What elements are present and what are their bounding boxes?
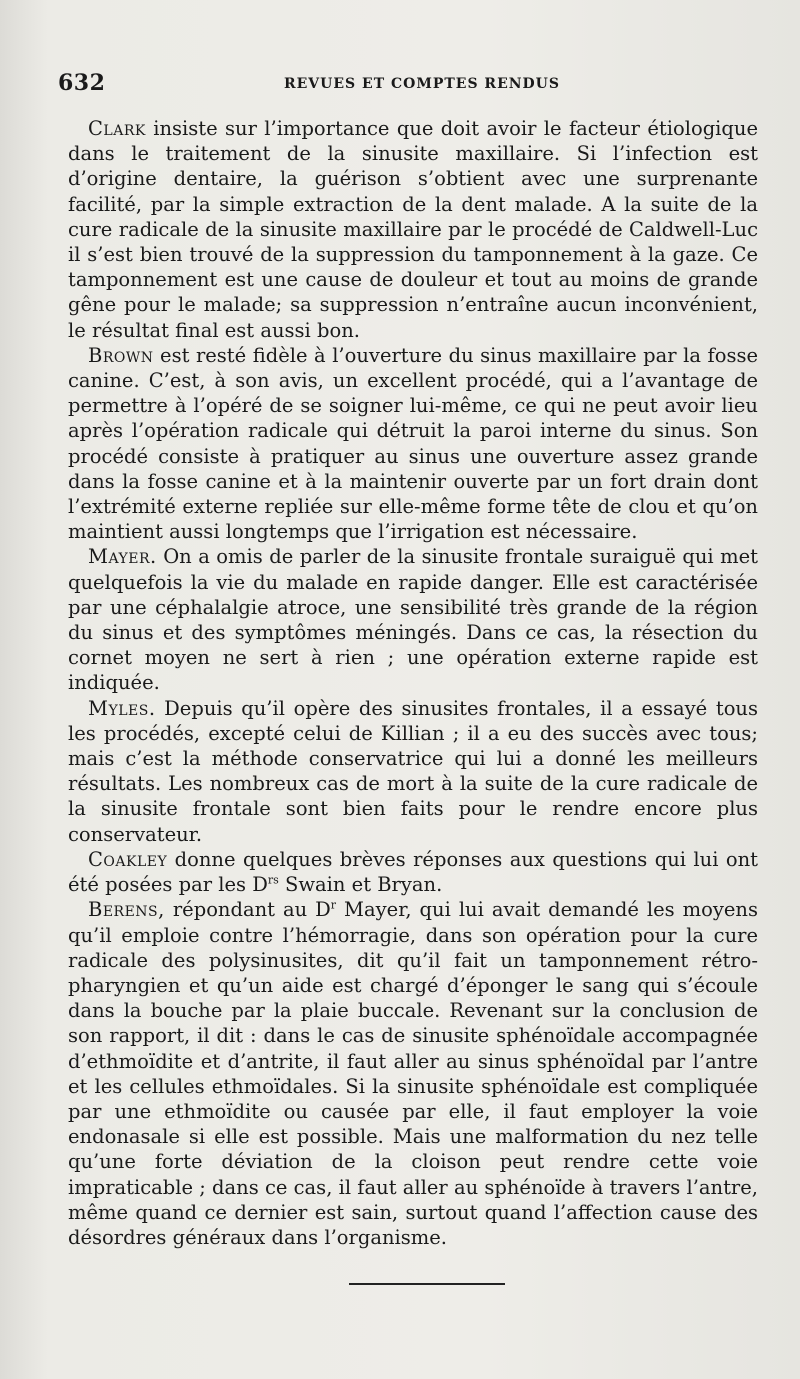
author-name: Myles. [88,696,156,720]
author-name: Coakley [88,847,168,871]
paragraph-berens [68,897,758,1250]
paragraph-text: On a omis de parler de la sinusite frontale suraiguë qui met quelquefois la vie du malade en rapide danger. Elle est caractérisée par une céphalalgie atroce, une sensibilité très grande de la région du sinus et des symptômes méningés. Dans ce cas, la résection du cornet moyen ne sert à rien ; une opération externe rapide est indiquée. [68,545,758,695]
article-body [68,116,758,1250]
author-name: Mayer. [88,545,157,569]
paragraph-text: Swain et Bryan. [278,873,443,897]
page-number: 632 [58,70,106,96]
author-name: Brown [88,343,154,367]
paragraph-mayer [68,544,758,695]
paragraph-text: répondant au D [164,898,331,922]
superscript: rs [267,873,279,887]
author-name: Clark [88,117,146,140]
paragraph-text: Mayer, qui lui avait demandé les moyens qu’il emploie contre l’hémorragie, dans son opération pour la cure radicale des polysinusites, dit qu’il fait un tamponnement rétro-pharyngien et qu’un aide est chargé d’éponger le sang qui s’écoule dans la bouche par la plaie buccale. Revenant sur la conclusion de son rapport, il dit : dans le cas de sinusite sphénoïdale accompagnée d’ethmoïdite et d’antrite, il faut aller au sinus sphénoïdal par l’antre et les cellules ethmoïdales. Si la sinusite sphénoïdale est compliquée par une ethmoïdite ou causée par elle, il faut employer la voie endonasale si elle est possible. Mais une malformation du nez telle qu’une forte déviation de la cloison peut rendre cette voie impraticable ; dans ce cas, il faut aller au sphénoïde à travers l’antre, même quand ce dernier est sain, surtout quand l’affection cause des désordres généraux dans l’organisme. [68,898,758,1249]
paragraph-text: donne quelques brèves réponses aux questions qui lui ont été posées par les D [68,847,758,897]
paragraph-coakley [68,847,758,897]
paragraph-text: insiste sur l’importance que doit avoir le facteur étiologique dans le traitement de la sinusite maxillaire. Si l’infection est d’origine dentaire, la guérison s’obtient avec une surprenante facilité, par la simple extraction de la dent malade. A la suite de la cure radicale de la sinusite maxillaire par le procédé de Caldwell-Luc il s’est bien trouvé de la suppression du tamponnement à la gaze. Ce tamponnement est une cause de douleur et tout au moins de grande gêne pour le malade; sa suppression n’entraîne aucun inconvénient, le résultat final est aussi bon. [68,117,758,342]
paragraph-text: est resté fidèle à l’ouverture du sinus maxillaire par la fosse canine. C’est, à son avis, un excellent procédé, qui a l’avantage de permettre à l’opéré de se soigner lui-même, ce qui ne peut avoir lieu après l’opération radicale qui détruit la paroi interne du sinus. Son procédé consiste à pratiquer au sinus une ouverture assez grande dans la fosse canine et à la maintenir ouverte par un fort drain dont l’extrémité externe repliée sur elle-même forme tête de clou et qu’on maintient aussi longtemps que l’irrigation est nécessaire. [68,343,758,544]
paragraph-myles [68,696,758,847]
running-head: REVUES ET COMPTES RENDUS [284,76,560,92]
author-name: Berens, [88,898,165,922]
paragraph-brown [68,343,758,545]
paragraph-clark [68,116,758,343]
page-header [58,70,748,100]
end-rule [349,1283,505,1285]
paragraph-text: Depuis qu’il opère des sinusites frontales, il a essayé tous les procédés, excepté celui de Killian ; il a eu des succès avec tous; mais c’est la méthode conservatrice qui lui a donné les meilleurs résultats. Les nombreux cas de mort à la suite de la cure radicale de la sinusite frontale sont bien faits pour le rendre encore plus conservateur. [68,696,758,846]
superscript: r [330,898,337,912]
